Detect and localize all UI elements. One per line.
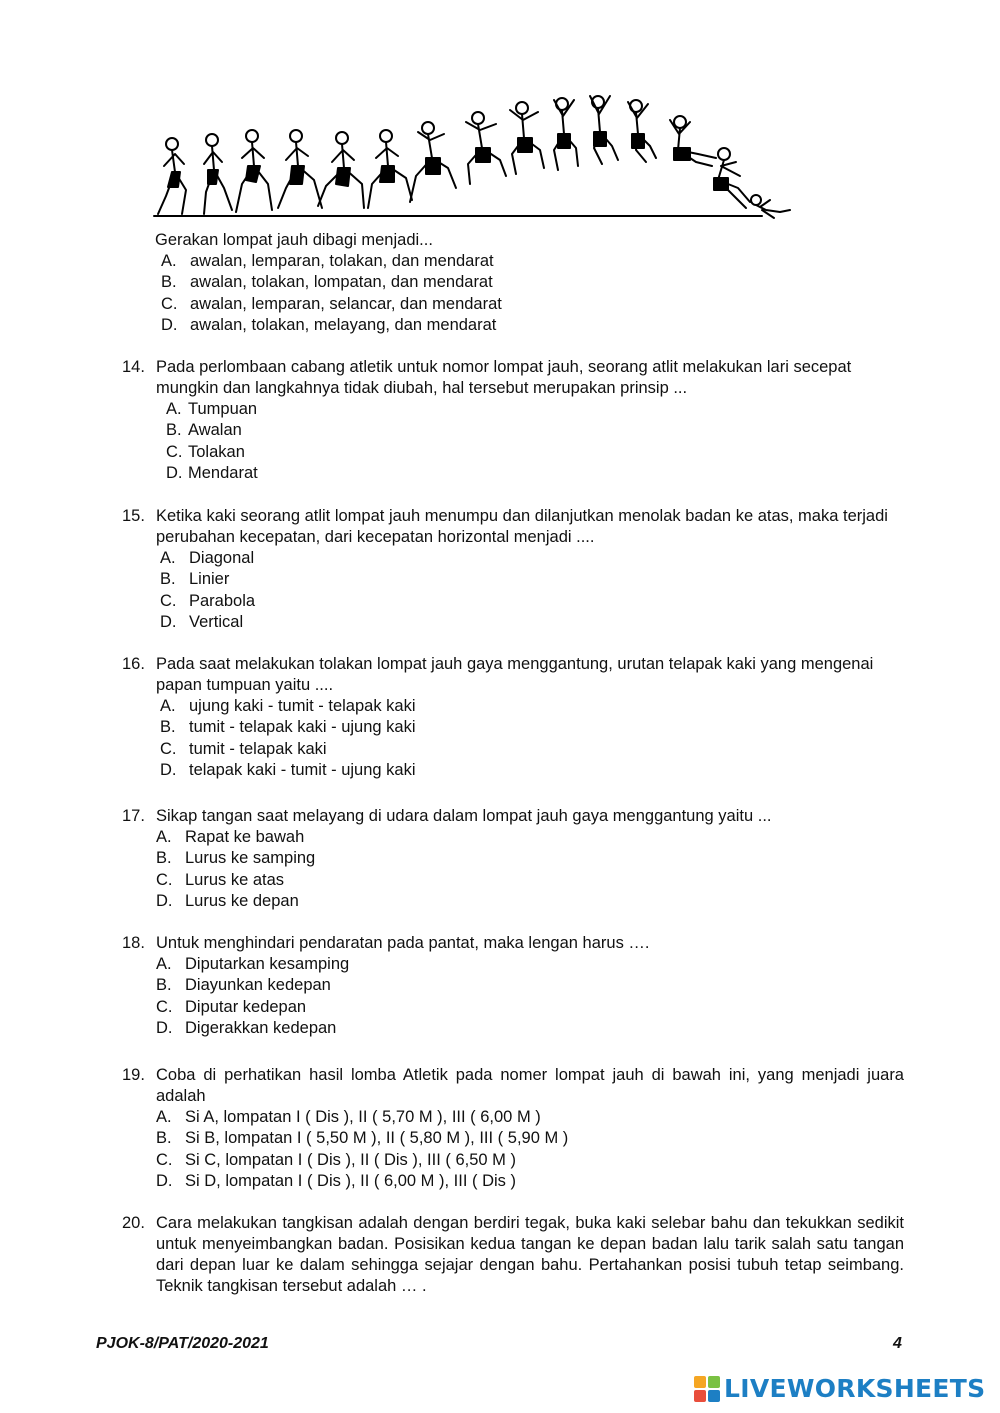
question-number: 14. <box>122 358 145 376</box>
option-text: Diputar kedepan <box>185 997 307 1016</box>
option-letter: B. <box>156 976 172 995</box>
option-letter: A. <box>156 828 172 846</box>
option-text: Mendarat <box>188 463 258 482</box>
liveworksheets-logo-icon <box>694 1376 720 1402</box>
question-number: 17. <box>122 807 145 825</box>
option-text: Tumpuan <box>188 400 258 418</box>
footer-document-code: PJOK-8/PAT/2020-2021 <box>96 1335 269 1352</box>
option-text: Tolakan <box>188 442 245 461</box>
question-number: 15. <box>122 507 145 525</box>
question-19-options <box>156 1107 904 1192</box>
option-row[interactable] <box>156 997 904 1018</box>
option-text: Parabola <box>189 591 256 610</box>
option-text: Linier <box>189 570 230 589</box>
landing-figure-3 <box>751 195 790 218</box>
option-row[interactable] <box>160 717 904 738</box>
question-stem: Ketika kaki seorang atlit lompat jauh menumpu dan dilanjutkan menolak badan ke atas, maka terjadi perubahan kecepatan, dari kecepatan horizontal menjadi .... <box>156 507 888 546</box>
question-14-options <box>166 399 904 484</box>
option-letter: D. <box>156 891 173 910</box>
question-15-options <box>160 548 904 633</box>
option-text: Awalan <box>188 421 242 440</box>
option-row[interactable] <box>160 591 904 612</box>
option-text: Diayunkan kedepan <box>185 976 331 995</box>
option-letter: B. <box>156 849 172 868</box>
landing-figure-1 <box>670 116 716 166</box>
option-row[interactable] <box>156 975 904 996</box>
question-stem: Pada perlombaan cabang atletik untuk nomor lompat jauh, seorang atlit melakukan lari secepat mungkin dan langkahnya tidak diubah, hal tersebut merupakan prinsip ... <box>156 358 852 397</box>
question-20-block <box>122 1213 904 1297</box>
option-row[interactable] <box>156 891 904 912</box>
option-text: Si D, lompatan I ( Dis ), II ( 6,00 M ), III ( Dis ) <box>185 1171 516 1190</box>
option-row[interactable] <box>156 1150 904 1171</box>
option-letter: A. <box>166 400 182 418</box>
question-stem: Pada saat melakukan tolakan lompat jauh gaya menggantung, urutan telapak kaki yang mengenai papan tumpuan yaitu .... <box>156 655 874 694</box>
option-letter: A. <box>161 252 177 270</box>
question-19-block <box>122 1065 904 1192</box>
flight-figure-3 <box>554 98 578 170</box>
flight-figure-2 <box>510 102 544 174</box>
question-14-block <box>122 357 904 484</box>
option-text: awalan, tolakan, melayang, dan mendarat <box>190 315 497 334</box>
option-letter: C. <box>156 870 173 889</box>
question-13-stem: Gerakan lompat jauh dibagi menjadi... <box>155 231 433 249</box>
option-row[interactable] <box>156 954 904 975</box>
option-letter: C. <box>160 591 177 610</box>
option-letter: D. <box>160 760 177 779</box>
option-row[interactable] <box>160 739 904 760</box>
question-number: 19. <box>122 1066 145 1084</box>
option-row[interactable] <box>156 1018 904 1039</box>
runner-figure-1 <box>158 138 186 214</box>
option-letter: A. <box>156 955 172 973</box>
runner-figure-2 <box>204 134 232 214</box>
option-letter: D. <box>161 315 178 334</box>
question-stem: Sikap tangan saat melayang di udara dalam lompat jauh gaya menggantung yaitu ... <box>156 807 772 825</box>
option-letter: D. <box>156 1018 173 1037</box>
option-row[interactable] <box>161 251 502 272</box>
option-text: awalan, lemparan, selancar, dan mendarat <box>190 294 502 313</box>
question-15-block <box>122 506 904 633</box>
option-text: tumit - telapak kaki - ujung kaki <box>189 718 416 737</box>
option-row[interactable] <box>156 827 904 848</box>
flight-figure-5 <box>628 100 656 162</box>
question-stem: Untuk menghindari pendaratan pada pantat, maka lengan harus …. <box>156 934 650 952</box>
footer-page-number: 4 <box>893 1335 902 1352</box>
option-text: Diagonal <box>189 549 255 567</box>
question-17-block <box>122 806 904 912</box>
option-text: tumit - telapak kaki <box>189 739 327 758</box>
takeoff-figure <box>410 122 456 202</box>
question-number: 20. <box>122 1214 145 1232</box>
option-row[interactable] <box>166 399 904 420</box>
option-text: Lurus ke atas <box>185 870 285 889</box>
option-letter: D. <box>166 463 183 482</box>
option-letter: D. <box>160 612 177 631</box>
option-row[interactable] <box>166 420 904 441</box>
question-16-block <box>122 654 904 781</box>
option-row[interactable] <box>160 760 904 781</box>
question-17-options <box>156 827 904 912</box>
option-text: telapak kaki - tumit - ujung kaki <box>189 760 416 779</box>
question-18-options <box>156 954 904 1039</box>
question-13-block <box>155 230 502 336</box>
question-number: 18. <box>122 934 145 952</box>
option-row[interactable] <box>156 870 904 891</box>
landing-figure-2 <box>714 148 750 208</box>
option-letter: C. <box>156 997 173 1016</box>
option-row[interactable] <box>160 696 904 717</box>
option-row[interactable] <box>161 272 502 293</box>
option-letter: D. <box>156 1171 173 1190</box>
option-row[interactable] <box>166 463 904 484</box>
option-text: awalan, lemparan, tolakan, dan mendarat <box>190 252 494 270</box>
option-letter: C. <box>160 739 177 758</box>
option-row[interactable] <box>160 569 904 590</box>
question-13-options <box>161 251 502 336</box>
question-16-options <box>160 696 904 781</box>
option-letter: B. <box>160 718 176 737</box>
option-text: Vertical <box>189 612 244 631</box>
option-row[interactable] <box>166 442 904 463</box>
option-letter: B. <box>166 421 182 440</box>
option-text: awalan, tolakan, lompatan, dan mendarat <box>190 273 493 292</box>
flight-figure-4 <box>590 96 618 164</box>
runner-figure-3 <box>236 130 272 212</box>
option-letter: A. <box>156 1108 172 1126</box>
option-row[interactable] <box>156 1107 904 1128</box>
question-number: 16. <box>122 655 145 673</box>
flight-figure-1 <box>466 112 506 184</box>
option-letter: C. <box>161 294 178 313</box>
option-row[interactable] <box>156 848 904 869</box>
liveworksheets-brand[interactable] <box>694 1374 985 1403</box>
option-row[interactable] <box>156 1171 904 1192</box>
option-row[interactable] <box>161 315 502 336</box>
option-row[interactable] <box>160 612 904 633</box>
runner-figure-5 <box>318 132 364 208</box>
option-text: ujung kaki - tumit - telapak kaki <box>189 697 416 715</box>
option-text: Rapat ke bawah <box>185 828 305 846</box>
option-letter: B. <box>161 273 177 292</box>
option-text: Si C, lompatan I ( Dis ), II ( Dis ), III ( 6,50 M ) <box>185 1150 516 1169</box>
question-stem: Coba di perhatikan hasil lomba Atletik pada nomer lompat jauh di bawah ini, yang menjadi juara adalah <box>156 1066 904 1105</box>
option-text: Diputarkan kesamping <box>185 955 350 973</box>
option-row[interactable] <box>160 548 904 569</box>
option-row[interactable] <box>161 294 502 315</box>
option-letter: C. <box>166 442 183 461</box>
option-text: Digerakkan kedepan <box>185 1018 337 1037</box>
option-text: Lurus ke depan <box>185 891 299 910</box>
long-jump-sequence-illustration <box>150 92 800 232</box>
option-letter: B. <box>160 570 176 589</box>
option-letter: A. <box>160 549 176 567</box>
brand-text: LIVEWORKSHEETS <box>724 1374 986 1403</box>
option-letter: A. <box>160 697 176 715</box>
option-letter: C. <box>156 1150 173 1169</box>
option-text: Si A, lompatan I ( Dis ), II ( 5,70 M ), III ( 6,00 M ) <box>185 1108 541 1126</box>
option-letter: B. <box>156 1129 172 1148</box>
option-text: Si B, lompatan I ( 5,50 M ), II ( 5,80 M ), III ( 5,90 M ) <box>185 1129 569 1148</box>
option-row[interactable] <box>156 1128 904 1149</box>
runner-figure-4 <box>278 130 322 208</box>
question-stem: Cara melakukan tangkisan adalah dengan berdiri tegak, buka kaki selebar bahu dan tekukkan sedikit untuk menyeimbangkan badan. Posisikan kedua tangan ke depan badan lalu tarik salah satu tangan dari depan luar ke dalam sehingga sejajar dengan bahu. Pertahankan posisi tubuh tetap seimbang. Teknik tangkisan tersebut adalah … . <box>156 1214 904 1295</box>
long-jump-drawing <box>150 92 800 232</box>
runner-figure-6 <box>368 130 412 208</box>
option-text: Lurus ke samping <box>185 849 316 868</box>
question-18-block <box>122 933 904 1039</box>
